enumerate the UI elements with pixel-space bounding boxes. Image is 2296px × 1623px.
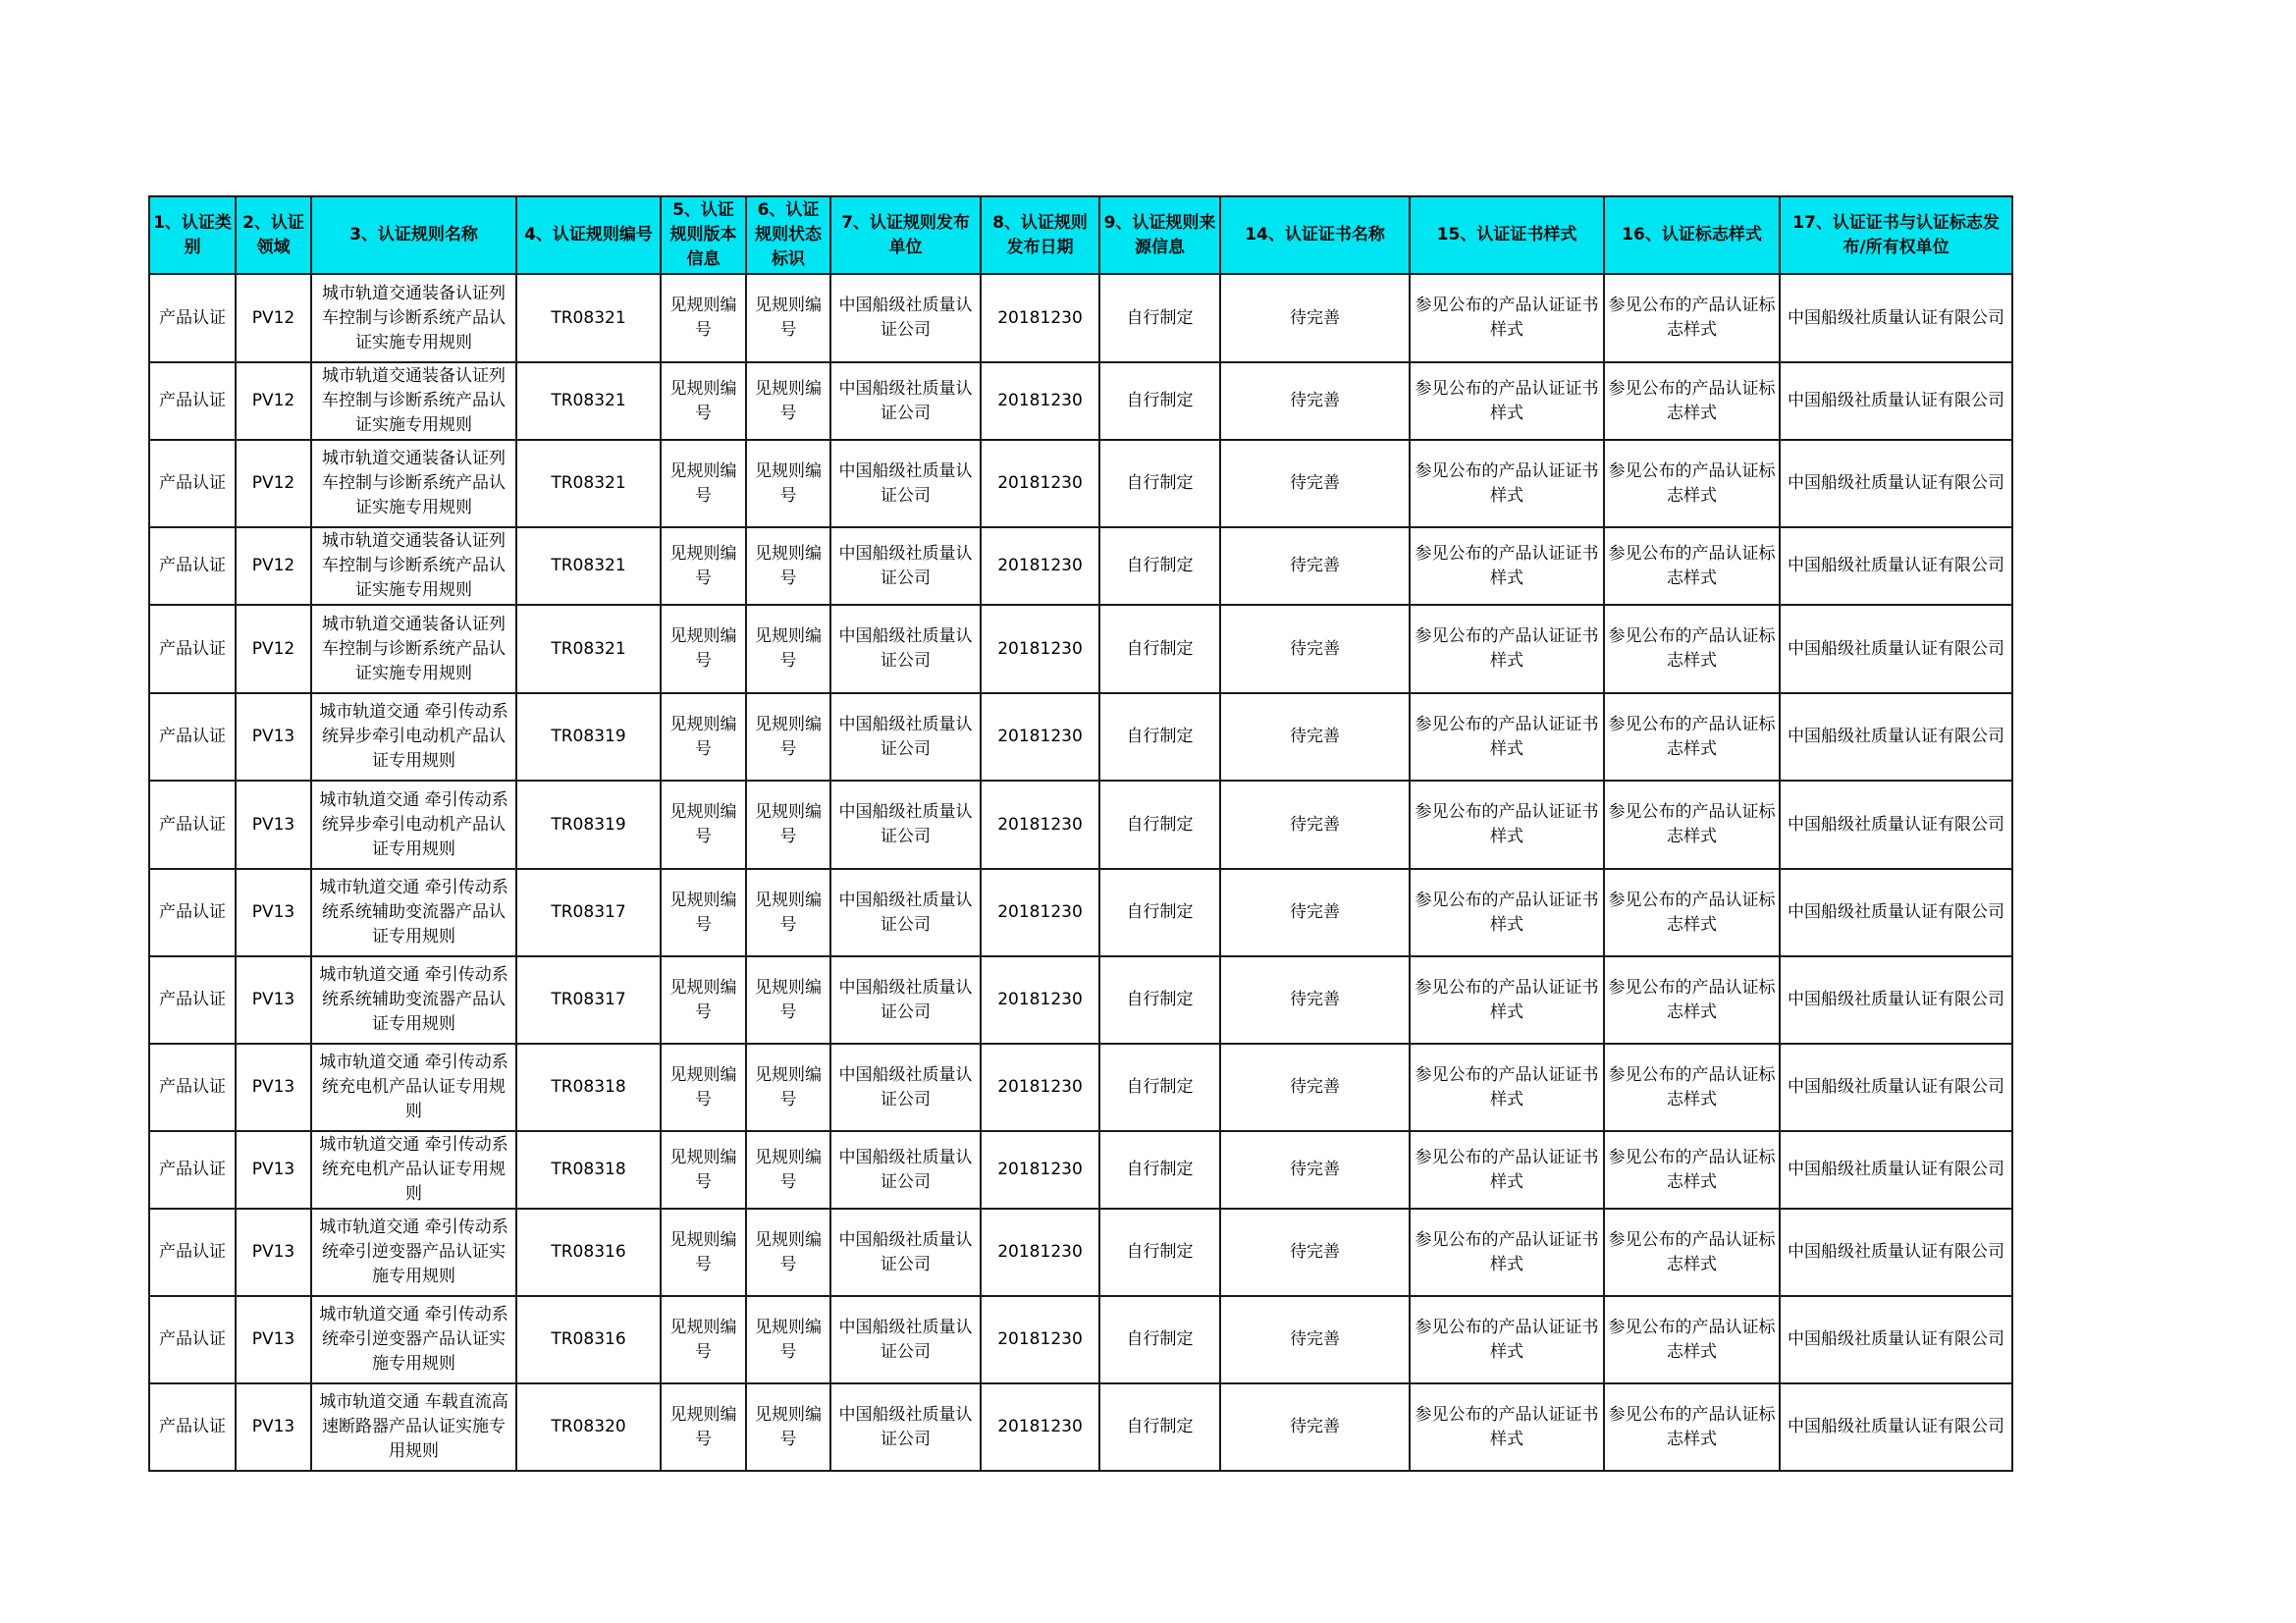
cell-version: 见规则编号 xyxy=(661,362,746,440)
cell-version: 见规则编号 xyxy=(661,440,746,527)
cell-status: 见规则编号 xyxy=(746,605,830,693)
cell-rule-name: 城市轨道交通 牵引传动系统系统辅助变流器产品认证专用规则 xyxy=(311,956,516,1044)
cell-publish-date: 20181230 xyxy=(981,781,1099,869)
cell-domain: PV13 xyxy=(236,1296,311,1383)
cell-certificate-style: 参见公布的产品认证证书样式 xyxy=(1410,605,1604,693)
column-header: 8、认证规则发布日期 xyxy=(981,196,1099,274)
cell-category: 产品认证 xyxy=(149,956,236,1044)
cell-owner: 中国船级社质量认证有限公司 xyxy=(1780,527,2012,605)
cell-source: 自行制定 xyxy=(1099,869,1220,956)
cell-certificate-style: 参见公布的产品认证证书样式 xyxy=(1410,869,1604,956)
cell-status: 见规则编号 xyxy=(746,440,830,527)
cell-rule-number: TR08319 xyxy=(516,781,661,869)
cell-status: 见规则编号 xyxy=(746,362,830,440)
cell-status: 见规则编号 xyxy=(746,1209,830,1296)
cell-domain: PV13 xyxy=(236,869,311,956)
cell-rule-name: 城市轨道交通装备认证列车控制与诊断系统产品认证实施专用规则 xyxy=(311,527,516,605)
cell-publish-date: 20181230 xyxy=(981,1209,1099,1296)
cell-certificate-name: 待完善 xyxy=(1220,527,1410,605)
cell-status: 见规则编号 xyxy=(746,527,830,605)
table-row xyxy=(149,1296,2012,1383)
cell-rule-number: TR08318 xyxy=(516,1131,661,1209)
cell-domain: PV13 xyxy=(236,1383,311,1471)
cell-mark-style: 参见公布的产品认证标志样式 xyxy=(1604,693,1780,781)
cell-owner: 中国船级社质量认证有限公司 xyxy=(1780,1131,2012,1209)
table-row xyxy=(149,1209,2012,1296)
cell-certificate-style: 参见公布的产品认证证书样式 xyxy=(1410,956,1604,1044)
cell-owner: 中国船级社质量认证有限公司 xyxy=(1780,362,2012,440)
cell-publish-date: 20181230 xyxy=(981,362,1099,440)
column-header: 6、认证规则状态标识 xyxy=(746,196,830,274)
cell-certificate-style: 参见公布的产品认证证书样式 xyxy=(1410,781,1604,869)
cell-publish-date: 20181230 xyxy=(981,1044,1099,1131)
cell-publish-date: 20181230 xyxy=(981,956,1099,1044)
cell-publisher: 中国船级社质量认证公司 xyxy=(830,1131,981,1209)
cell-certificate-name: 待完善 xyxy=(1220,1044,1410,1131)
cell-version: 见规则编号 xyxy=(661,693,746,781)
table-row xyxy=(149,362,2012,440)
cell-status: 见规则编号 xyxy=(746,1296,830,1383)
cell-certificate-name: 待完善 xyxy=(1220,440,1410,527)
cell-category: 产品认证 xyxy=(149,274,236,362)
table-row xyxy=(149,527,2012,605)
cell-publisher: 中国船级社质量认证公司 xyxy=(830,362,981,440)
cell-rule-number: TR08321 xyxy=(516,527,661,605)
cell-category: 产品认证 xyxy=(149,1131,236,1209)
cell-domain: PV13 xyxy=(236,1044,311,1131)
cell-certificate-style: 参见公布的产品认证证书样式 xyxy=(1410,440,1604,527)
column-header: 4、认证规则编号 xyxy=(516,196,661,274)
column-header: 15、认证证书样式 xyxy=(1410,196,1604,274)
cell-owner: 中国船级社质量认证有限公司 xyxy=(1780,1209,2012,1296)
cell-mark-style: 参见公布的产品认证标志样式 xyxy=(1604,1044,1780,1131)
cell-certificate-style: 参见公布的产品认证证书样式 xyxy=(1410,1383,1604,1471)
cell-certificate-name: 待完善 xyxy=(1220,274,1410,362)
cell-publisher: 中国船级社质量认证公司 xyxy=(830,1383,981,1471)
certification-rules-table xyxy=(148,195,2013,1472)
cell-domain: PV13 xyxy=(236,956,311,1044)
cell-category: 产品认证 xyxy=(149,1209,236,1296)
column-header: 16、认证标志样式 xyxy=(1604,196,1780,274)
cell-category: 产品认证 xyxy=(149,869,236,956)
cell-domain: PV12 xyxy=(236,527,311,605)
cell-rule-number: TR08317 xyxy=(516,869,661,956)
cell-status: 见规则编号 xyxy=(746,781,830,869)
cell-publish-date: 20181230 xyxy=(981,605,1099,693)
cell-rule-name: 城市轨道交通 牵引传动系统异步牵引电动机产品认证专用规则 xyxy=(311,693,516,781)
cell-certificate-name: 待完善 xyxy=(1220,956,1410,1044)
table-row xyxy=(149,274,2012,362)
cell-rule-number: TR08319 xyxy=(516,693,661,781)
cell-source: 自行制定 xyxy=(1099,1131,1220,1209)
cell-rule-name: 城市轨道交通装备认证列车控制与诊断系统产品认证实施专用规则 xyxy=(311,362,516,440)
cell-domain: PV13 xyxy=(236,781,311,869)
cell-domain: PV12 xyxy=(236,605,311,693)
cell-version: 见规则编号 xyxy=(661,274,746,362)
cell-certificate-name: 待完善 xyxy=(1220,693,1410,781)
cell-source: 自行制定 xyxy=(1099,527,1220,605)
cell-owner: 中国船级社质量认证有限公司 xyxy=(1780,869,2012,956)
cell-source: 自行制定 xyxy=(1099,440,1220,527)
cell-status: 见规则编号 xyxy=(746,693,830,781)
table-body xyxy=(149,274,2012,1471)
cell-source: 自行制定 xyxy=(1099,605,1220,693)
cell-category: 产品认证 xyxy=(149,1296,236,1383)
cell-publisher: 中国船级社质量认证公司 xyxy=(830,956,981,1044)
cell-rule-name: 城市轨道交通装备认证列车控制与诊断系统产品认证实施专用规则 xyxy=(311,440,516,527)
cell-publish-date: 20181230 xyxy=(981,693,1099,781)
cell-certificate-name: 待完善 xyxy=(1220,1296,1410,1383)
cell-publish-date: 20181230 xyxy=(981,1383,1099,1471)
column-header: 1、认证类别 xyxy=(149,196,236,274)
cell-status: 见规则编号 xyxy=(746,869,830,956)
cell-category: 产品认证 xyxy=(149,781,236,869)
cell-version: 见规则编号 xyxy=(661,1296,746,1383)
table-row xyxy=(149,440,2012,527)
cell-owner: 中国船级社质量认证有限公司 xyxy=(1780,1383,2012,1471)
cell-certificate-name: 待完善 xyxy=(1220,605,1410,693)
cell-publisher: 中国船级社质量认证公司 xyxy=(830,693,981,781)
cell-version: 见规则编号 xyxy=(661,605,746,693)
cell-source: 自行制定 xyxy=(1099,1209,1220,1296)
cell-mark-style: 参见公布的产品认证标志样式 xyxy=(1604,605,1780,693)
cell-category: 产品认证 xyxy=(149,440,236,527)
cell-mark-style: 参见公布的产品认证标志样式 xyxy=(1604,869,1780,956)
cell-status: 见规则编号 xyxy=(746,274,830,362)
cell-domain: PV12 xyxy=(236,274,311,362)
column-header: 5、认证规则版本信息 xyxy=(661,196,746,274)
cell-rule-name: 城市轨道交通装备认证列车控制与诊断系统产品认证实施专用规则 xyxy=(311,274,516,362)
cell-certificate-name: 待完善 xyxy=(1220,1209,1410,1296)
cell-version: 见规则编号 xyxy=(661,1044,746,1131)
cell-rule-name: 城市轨道交通装备认证列车控制与诊断系统产品认证实施专用规则 xyxy=(311,605,516,693)
cell-rule-name: 城市轨道交通 牵引传动系统充电机产品认证专用规则 xyxy=(311,1131,516,1209)
cell-rule-name: 城市轨道交通 车载直流高速断路器产品认证实施专用规则 xyxy=(311,1383,516,1471)
cell-rule-number: TR08321 xyxy=(516,274,661,362)
cell-certificate-name: 待完善 xyxy=(1220,1131,1410,1209)
cell-status: 见规则编号 xyxy=(746,1131,830,1209)
cell-mark-style: 参见公布的产品认证标志样式 xyxy=(1604,781,1780,869)
cell-publisher: 中国船级社质量认证公司 xyxy=(830,274,981,362)
cell-source: 自行制定 xyxy=(1099,693,1220,781)
column-header: 3、认证规则名称 xyxy=(311,196,516,274)
cell-publish-date: 20181230 xyxy=(981,869,1099,956)
cell-mark-style: 参见公布的产品认证标志样式 xyxy=(1604,1209,1780,1296)
cell-category: 产品认证 xyxy=(149,693,236,781)
cell-domain: PV13 xyxy=(236,1209,311,1296)
cell-certificate-name: 待完善 xyxy=(1220,869,1410,956)
cell-certificate-style: 参见公布的产品认证证书样式 xyxy=(1410,274,1604,362)
cell-certificate-style: 参见公布的产品认证证书样式 xyxy=(1410,1296,1604,1383)
cell-publish-date: 20181230 xyxy=(981,274,1099,362)
cell-rule-name: 城市轨道交通 牵引传动系统牵引逆变器产品认证实施专用规则 xyxy=(311,1209,516,1296)
cell-version: 见规则编号 xyxy=(661,1209,746,1296)
cell-rule-number: TR08316 xyxy=(516,1296,661,1383)
table-row xyxy=(149,956,2012,1044)
cell-certificate-style: 参见公布的产品认证证书样式 xyxy=(1410,1044,1604,1131)
cell-version: 见规则编号 xyxy=(661,527,746,605)
cell-publisher: 中国船级社质量认证公司 xyxy=(830,605,981,693)
cell-source: 自行制定 xyxy=(1099,274,1220,362)
table-row xyxy=(149,605,2012,693)
table-row xyxy=(149,869,2012,956)
cell-mark-style: 参见公布的产品认证标志样式 xyxy=(1604,956,1780,1044)
cell-version: 见规则编号 xyxy=(661,956,746,1044)
cell-rule-number: TR08316 xyxy=(516,1209,661,1296)
cell-certificate-style: 参见公布的产品认证证书样式 xyxy=(1410,527,1604,605)
column-header: 17、认证证书与认证标志发布/所有权单位 xyxy=(1780,196,2012,274)
column-header: 9、认证规则来源信息 xyxy=(1099,196,1220,274)
cell-publisher: 中国船级社质量认证公司 xyxy=(830,527,981,605)
cell-mark-style: 参见公布的产品认证标志样式 xyxy=(1604,1383,1780,1471)
cell-publish-date: 20181230 xyxy=(981,440,1099,527)
cell-domain: PV12 xyxy=(236,440,311,527)
cell-category: 产品认证 xyxy=(149,362,236,440)
cell-owner: 中国船级社质量认证有限公司 xyxy=(1780,956,2012,1044)
cell-rule-number: TR08321 xyxy=(516,362,661,440)
cell-source: 自行制定 xyxy=(1099,1044,1220,1131)
column-header: 14、认证证书名称 xyxy=(1220,196,1410,274)
cell-domain: PV12 xyxy=(236,362,311,440)
cell-publisher: 中国船级社质量认证公司 xyxy=(830,1209,981,1296)
cell-owner: 中国船级社质量认证有限公司 xyxy=(1780,1044,2012,1131)
cell-mark-style: 参见公布的产品认证标志样式 xyxy=(1604,362,1780,440)
cell-version: 见规则编号 xyxy=(661,1383,746,1471)
column-header: 7、认证规则发布单位 xyxy=(830,196,981,274)
cell-status: 见规则编号 xyxy=(746,956,830,1044)
cell-certificate-style: 参见公布的产品认证证书样式 xyxy=(1410,362,1604,440)
header-row xyxy=(149,196,2012,274)
cell-version: 见规则编号 xyxy=(661,781,746,869)
cell-source: 自行制定 xyxy=(1099,1383,1220,1471)
table-row xyxy=(149,781,2012,869)
cell-owner: 中国船级社质量认证有限公司 xyxy=(1780,274,2012,362)
cell-source: 自行制定 xyxy=(1099,362,1220,440)
cell-status: 见规则编号 xyxy=(746,1383,830,1471)
cell-version: 见规则编号 xyxy=(661,869,746,956)
cell-source: 自行制定 xyxy=(1099,781,1220,869)
cell-source: 自行制定 xyxy=(1099,956,1220,1044)
cell-publisher: 中国船级社质量认证公司 xyxy=(830,1044,981,1131)
cell-owner: 中国船级社质量认证有限公司 xyxy=(1780,605,2012,693)
cell-category: 产品认证 xyxy=(149,605,236,693)
cell-category: 产品认证 xyxy=(149,1383,236,1471)
cell-domain: PV13 xyxy=(236,693,311,781)
cell-publisher: 中国船级社质量认证公司 xyxy=(830,440,981,527)
cell-rule-number: TR08318 xyxy=(516,1044,661,1131)
cell-publisher: 中国船级社质量认证公司 xyxy=(830,1296,981,1383)
cell-publisher: 中国船级社质量认证公司 xyxy=(830,781,981,869)
table-row xyxy=(149,1383,2012,1471)
table-row xyxy=(149,1131,2012,1209)
cell-rule-name: 城市轨道交通 牵引传动系统系统辅助变流器产品认证专用规则 xyxy=(311,869,516,956)
cell-mark-style: 参见公布的产品认证标志样式 xyxy=(1604,274,1780,362)
cell-rule-name: 城市轨道交通 牵引传动系统异步牵引电动机产品认证专用规则 xyxy=(311,781,516,869)
cell-status: 见规则编号 xyxy=(746,1044,830,1131)
cell-certificate-name: 待完善 xyxy=(1220,1383,1410,1471)
cell-mark-style: 参见公布的产品认证标志样式 xyxy=(1604,1296,1780,1383)
cell-rule-name: 城市轨道交通 牵引传动系统牵引逆变器产品认证实施专用规则 xyxy=(311,1296,516,1383)
table-row xyxy=(149,1044,2012,1131)
cell-certificate-style: 参见公布的产品认证证书样式 xyxy=(1410,693,1604,781)
table-row xyxy=(149,693,2012,781)
cell-mark-style: 参见公布的产品认证标志样式 xyxy=(1604,1131,1780,1209)
cell-source: 自行制定 xyxy=(1099,1296,1220,1383)
cell-mark-style: 参见公布的产品认证标志样式 xyxy=(1604,527,1780,605)
cell-mark-style: 参见公布的产品认证标志样式 xyxy=(1604,440,1780,527)
column-header: 2、认证领域 xyxy=(236,196,311,274)
cell-publish-date: 20181230 xyxy=(981,1296,1099,1383)
cell-publish-date: 20181230 xyxy=(981,1131,1099,1209)
cell-category: 产品认证 xyxy=(149,1044,236,1131)
cell-certificate-style: 参见公布的产品认证证书样式 xyxy=(1410,1131,1604,1209)
cell-rule-number: TR08321 xyxy=(516,440,661,527)
cell-certificate-name: 待完善 xyxy=(1220,781,1410,869)
cell-rule-number: TR08317 xyxy=(516,956,661,1044)
cell-owner: 中国船级社质量认证有限公司 xyxy=(1780,1296,2012,1383)
cell-publisher: 中国船级社质量认证公司 xyxy=(830,869,981,956)
cell-domain: PV13 xyxy=(236,1131,311,1209)
cell-owner: 中国船级社质量认证有限公司 xyxy=(1780,781,2012,869)
cell-rule-number: TR08320 xyxy=(516,1383,661,1471)
cell-rule-name: 城市轨道交通 牵引传动系统充电机产品认证专用规则 xyxy=(311,1044,516,1131)
cell-certificate-name: 待完善 xyxy=(1220,362,1410,440)
cell-certificate-style: 参见公布的产品认证证书样式 xyxy=(1410,1209,1604,1296)
cell-publish-date: 20181230 xyxy=(981,527,1099,605)
cell-rule-number: TR08321 xyxy=(516,605,661,693)
cell-category: 产品认证 xyxy=(149,527,236,605)
cell-owner: 中国船级社质量认证有限公司 xyxy=(1780,440,2012,527)
cell-version: 见规则编号 xyxy=(661,1131,746,1209)
cell-owner: 中国船级社质量认证有限公司 xyxy=(1780,693,2012,781)
